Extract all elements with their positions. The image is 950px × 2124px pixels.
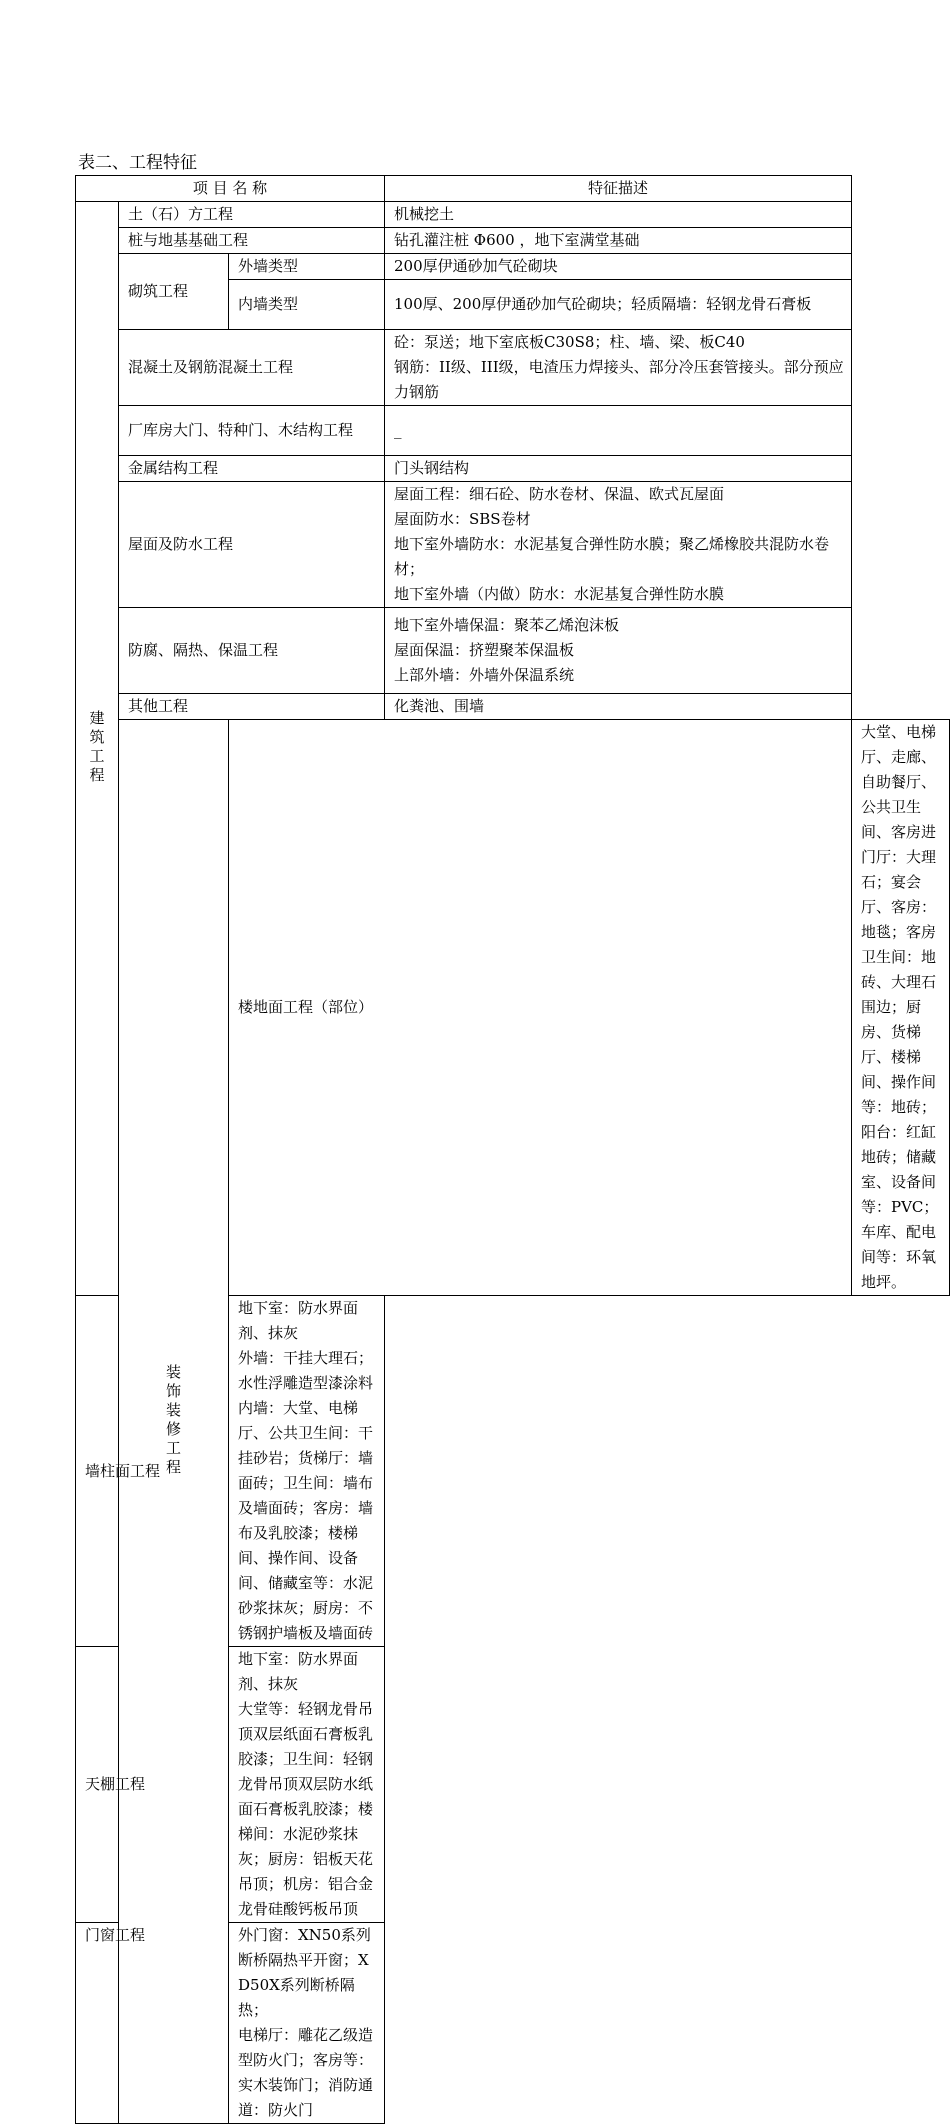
- item-name: 门窗工程: [76, 1923, 229, 2124]
- category-building: 建筑工程: [76, 202, 119, 1296]
- item-desc: 钻孔灌注桩 Φ600 ，地下室满堂基础: [385, 228, 852, 254]
- item-desc: 机械挖土: [385, 202, 852, 228]
- item-name: 厂库房大门、特种门、木结构工程: [119, 406, 385, 456]
- item-name: 防腐、隔热、保温工程: [119, 608, 385, 694]
- item-name: 土（石）方工程: [119, 202, 385, 228]
- subitem-name: 内墙类型: [229, 280, 385, 330]
- desc-line: 大堂等：轻钢龙骨吊顶双层纸面石膏板乳胶漆；卫生间：轻钢龙骨吊顶双层防水纸面石膏板乳胶漆；楼梯间：水泥砂浆抹灰；厨房：铝板天花吊顶；机房：铝合金龙骨硅酸钙板吊顶: [238, 1700, 374, 1918]
- desc-line: 屋面保温：挤塑聚苯保温板: [394, 641, 575, 659]
- item-name: 金属结构工程: [119, 456, 385, 482]
- item-name: 砌筑工程: [119, 254, 229, 330]
- item-name: 楼地面工程（部位）: [229, 720, 852, 1296]
- item-desc: [229, 1923, 385, 2124]
- item-name: 混凝土及钢筋混凝土工程: [119, 330, 385, 406]
- item-desc: _: [385, 406, 852, 456]
- item-desc: 200厚伊通砂加气砼砌块: [385, 254, 852, 280]
- desc-line: 地下室：防水界面剂、抹灰: [238, 1299, 359, 1342]
- item-desc: [385, 330, 852, 406]
- item-name: 桩与地基基础工程: [119, 228, 385, 254]
- item-desc: 大堂、电梯厅、走廊、自助餐厅、公共卫生间、客房进门厅：大理石；宴会厅、客房：地毯；客房卫生间：地砖、大理石围边；厨房、货梯厅、楼梯间、操作间等：地砖；阳台：红缸地砖；储藏室、设备间等：PVC；车库、配电间等：环氧地坪。: [852, 720, 950, 1296]
- desc-line: 外墙：干挂大理石；水性浮雕造型漆涂料: [238, 1349, 374, 1392]
- desc-line: 地下室外墙保温：聚苯乙烯泡沫板: [394, 616, 620, 634]
- item-desc: [385, 608, 852, 694]
- desc-line: 屋面工程：细石砼、防水卷材、保温、欧式瓦屋面: [394, 485, 725, 503]
- item-desc: 100厚、200厚伊通砂加气砼砌块；轻质隔墙：轻钢龙骨石膏板: [385, 280, 852, 330]
- item-name: 其他工程: [119, 694, 385, 720]
- desc-line: 上部外墙：外墙外保温系统: [394, 666, 575, 684]
- desc-line: 电梯厅：雕花乙级造型防火门；客房等：实木装饰门；消防通道：防火门: [238, 2026, 374, 2119]
- desc-line: 外门窗：XN50系列断桥隔热平开窗；XD50X系列断桥隔热；: [238, 1926, 371, 2019]
- item-desc: [229, 1296, 385, 1647]
- desc-line: 砼：泵送；地下室底板C30S8；柱、墙、梁、板C40: [394, 333, 745, 351]
- item-name: 墙柱面工程: [76, 1296, 229, 1647]
- desc-line: 地下室外墙（内做）防水：水泥基复合弹性防水膜: [394, 585, 725, 603]
- desc-line: 钢筋：II级、III级，电渣压力焊接头、部分冷压套管接头。部分预应力钢筋: [394, 358, 844, 401]
- item-desc: 门头钢结构: [385, 456, 852, 482]
- header-item: 项 目 名 称: [76, 176, 385, 202]
- item-name: 屋面及防水工程: [119, 482, 385, 608]
- desc-line: 内墙：大堂、电梯厅、公共卫生间：干挂砂岩；货梯厅：墙面砖；卫生间：墙布及墙面砖；客房：墙布及乳胶漆；楼梯间、操作间、设备间、储藏室等：水泥砂浆抹灰；厨房：不锈钢护墙板及墙面砖: [238, 1399, 374, 1642]
- item-desc: 化粪池、围墙: [385, 694, 852, 720]
- desc-line: 地下室外墙防水：水泥基复合弹性防水膜；聚乙烯橡胶共混防水卷材；: [394, 535, 830, 578]
- header-desc: 特征描述: [385, 176, 852, 202]
- table-title: 表二、工程特征: [78, 153, 197, 173]
- project-features-table: [75, 175, 950, 2124]
- subitem-name: 外墙类型: [229, 254, 385, 280]
- item-desc: [229, 1647, 385, 1923]
- desc-line: 屋面防水：SBS卷材: [394, 510, 531, 528]
- item-desc: [385, 482, 852, 608]
- desc-line: 地下室：防水界面剂、抹灰: [238, 1650, 359, 1693]
- category-decoration: 装饰装修工程: [119, 720, 229, 2124]
- item-name: 天棚工程: [76, 1647, 229, 1923]
